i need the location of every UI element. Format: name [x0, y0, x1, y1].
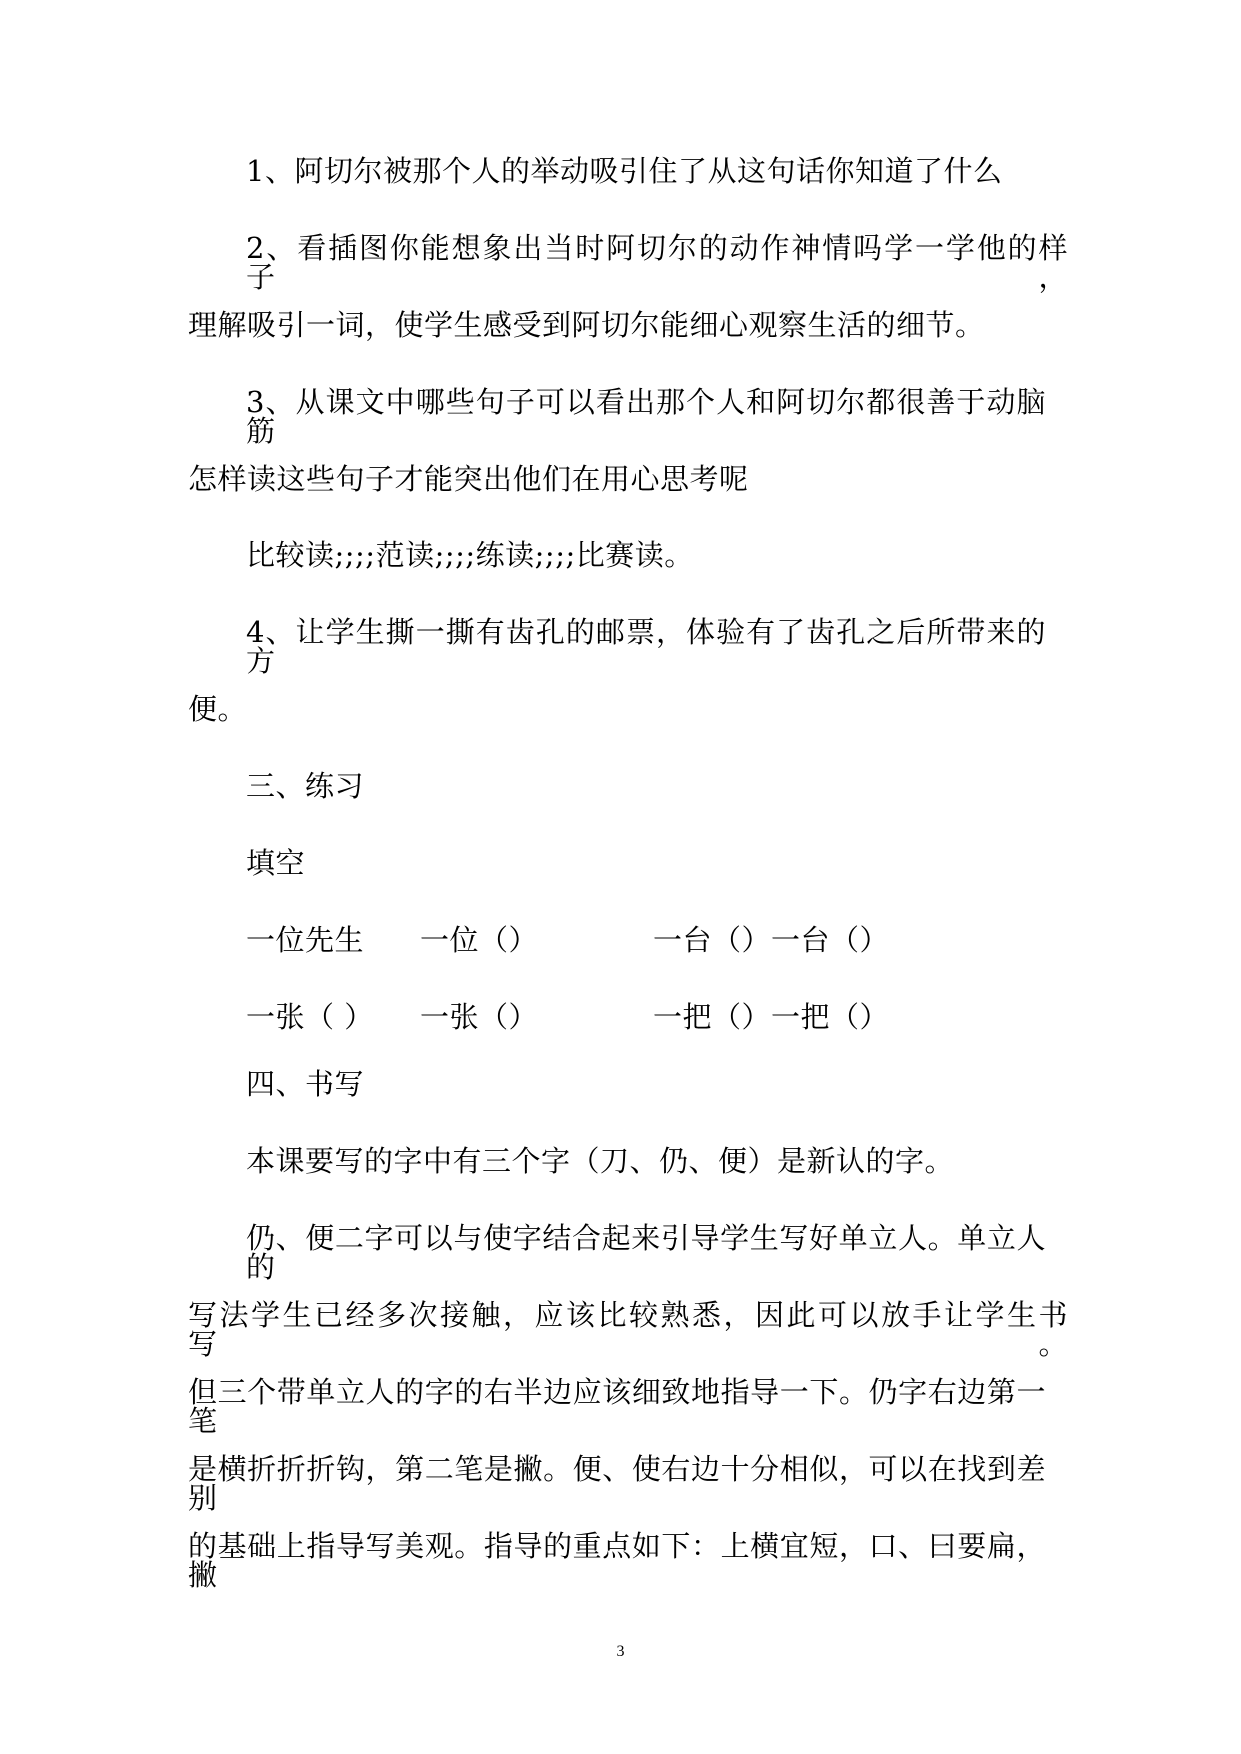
paragraph-line: 是横折折折钩，第二笔是撇。便、使右边十分相似，可以在找到差别	[188, 1452, 1046, 1515]
section-heading: 三、练习	[246, 769, 365, 803]
paragraph-line: 理解吸引一词，使学生感受到阿切尔能细心观察生活的细节。	[188, 308, 985, 342]
paragraph-line: 但三个带单立人的字的右半边应该细致地指导一下。仍字右边第一笔	[188, 1375, 1046, 1438]
fill-blank-item: 一位（）	[420, 923, 539, 957]
fill-blank-item: 一台（）一台（）	[653, 923, 890, 957]
paragraph-line: 写法学生已经多次接触，应该比较熟悉，因此可以放手让学生书写。	[188, 1298, 1068, 1361]
page-number: 3	[616, 1643, 625, 1660]
paragraph-line: 比较读;;;;范读;;;;练读;;;;比赛读。	[246, 538, 694, 572]
section-heading: 四、书写	[246, 1067, 365, 1101]
paragraph-line: 仍、便二字可以与使字结合起来引导学生写好单立人。单立人的	[246, 1221, 1046, 1284]
paragraph-line: 4、让学生撕一撕有齿孔的邮票，体验有了齿孔之后所带来的方	[246, 615, 1046, 678]
fill-blank-item: 一张（）	[420, 1000, 539, 1034]
paragraph-line: 2、看插图你能想象出当时阿切尔的动作神情吗学一学他的样子，	[246, 231, 1068, 294]
paragraph-line: 便。	[188, 692, 248, 726]
fill-blank-item: 一张（ ）	[246, 1000, 374, 1034]
paragraph-line: 的基础上指导写美观。指导的重点如下：上横宜短，口、曰要扁，撇	[188, 1529, 1046, 1592]
paragraph-line: 本课要写的字中有三个字（刀、仍、便）是新认的字。	[246, 1144, 955, 1178]
fill-blank-item: 一把（）一把（）	[653, 1000, 890, 1034]
paragraph-line: 3、从课文中哪些句子可以看出那个人和阿切尔都很善于动脑筋	[246, 385, 1046, 448]
paragraph-line: 怎样读这些句子才能突出他们在用心思考呢	[188, 462, 749, 496]
fill-blank-item: 一位先生	[246, 923, 365, 957]
paragraph-line: 填空	[246, 846, 306, 880]
paragraph-line: 1、阿切尔被那个人的举动吸引住了从这句话你知道了什么	[246, 154, 1003, 188]
